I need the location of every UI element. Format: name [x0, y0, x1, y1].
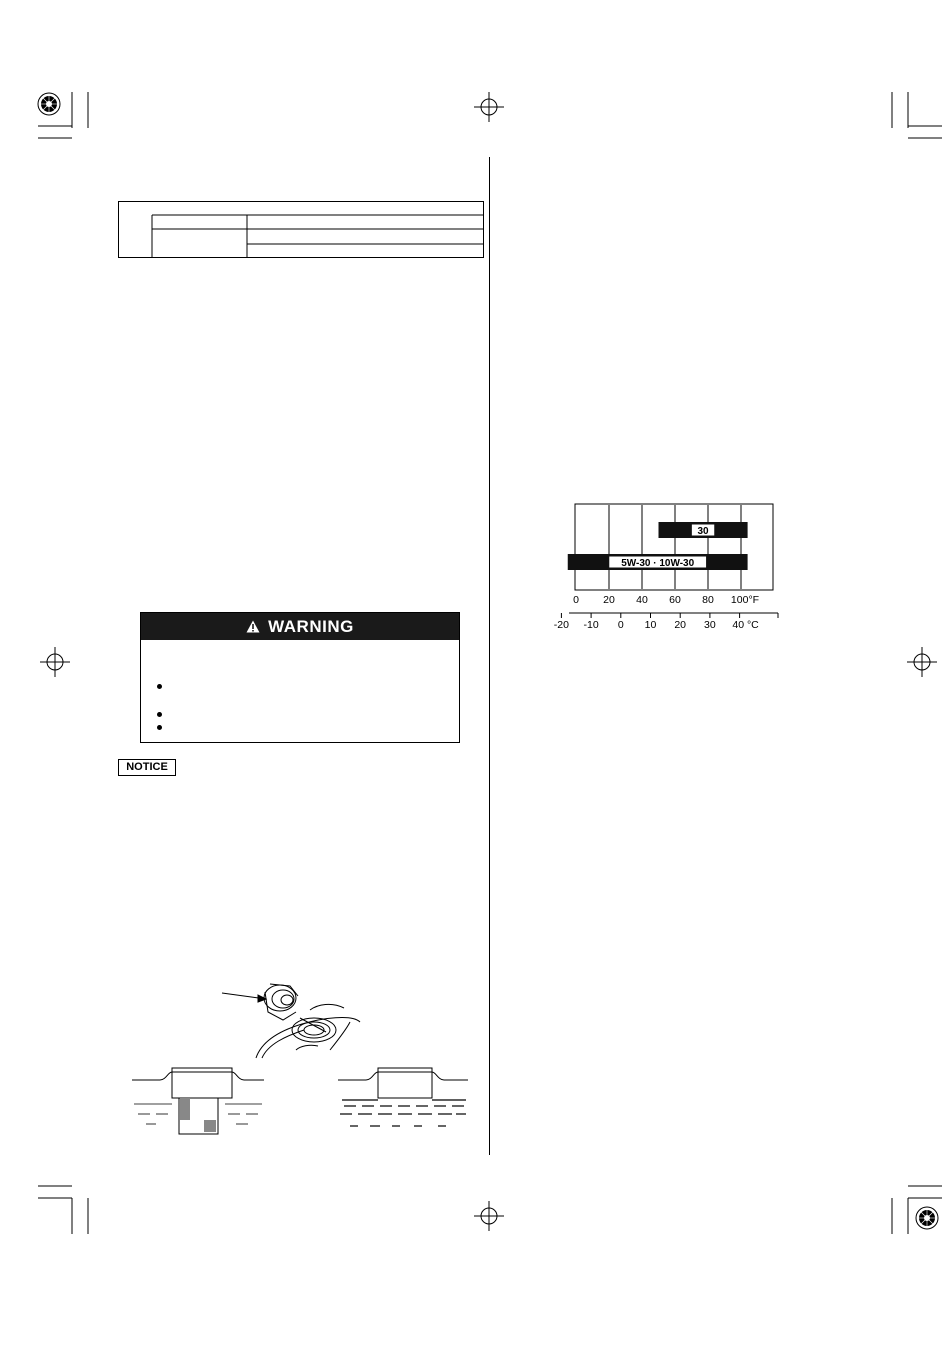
chart-tick-label-c: -10: [583, 619, 599, 631]
chart-tick-label-f: 60: [669, 594, 681, 606]
chart-tick-label-f: 20: [603, 594, 615, 606]
chart-frame: [575, 504, 773, 590]
chart-tick-label-c: 20: [674, 619, 687, 631]
chart-tick-label-f: 40: [636, 594, 648, 606]
chart-bar-label: 30: [697, 525, 709, 537]
warning-title: WARNING: [268, 616, 354, 636]
chart-tick-label-c: 40 °C: [732, 619, 759, 631]
chart-tick-label-c: 10: [644, 619, 657, 631]
chart-bar-label: 5W-30 · 10W-30: [621, 557, 695, 569]
chart-tick-label-c: 0: [617, 619, 624, 631]
notice-label: NOTICE: [118, 759, 176, 776]
chart-tick-label-f: 100°F: [730, 594, 760, 606]
chart-tick-label-c: 30: [704, 619, 716, 631]
chart-tick-label-f: 80: [702, 594, 714, 606]
chart-tick-label-f: 0: [573, 594, 579, 606]
chart-tick-label-c: -20: [553, 619, 569, 631]
